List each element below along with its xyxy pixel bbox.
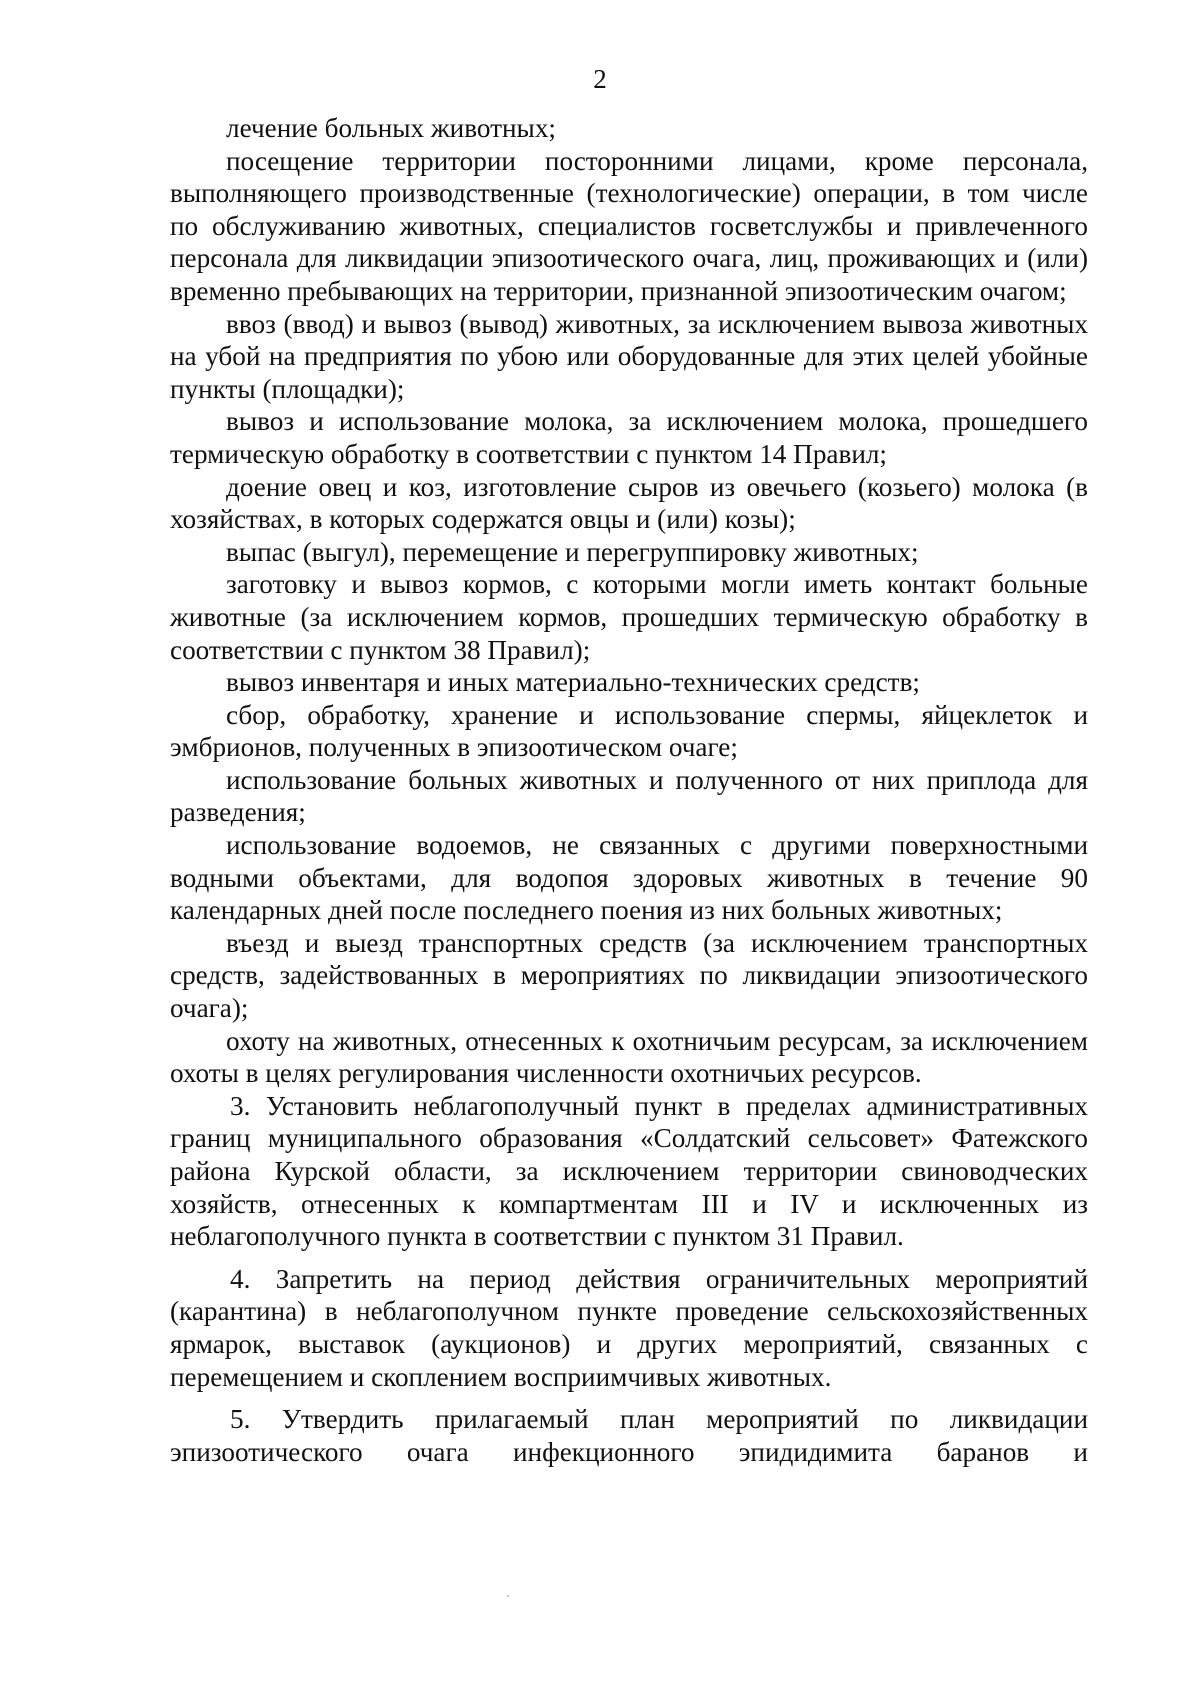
list-item: вывоз и использование молока, за исключением молока, прошедшего термическую обработку в соответствии с пунктом 14 Правил; xyxy=(170,406,1088,469)
list-item: использование больных животных и полученного от них приплода для разведения; xyxy=(170,764,1088,828)
list-item: посещение территории посторонними лицами, кроме персонала, выполняющего производственные (технологические) операции, в том числе по обслуживанию животных, специалистов госветслужбы и привлеченного персонала для ликвидации эпизоотического очага, лиц, проживающих и (или) временно пребывающих на территории, признанной эпизоотическим очагом; xyxy=(170,145,1088,306)
list-item: заготовку и вывоз кормов, с которыми могли иметь контакт больные животные (за исключением кормов, прошедших термическую обработку в соответствии с пунктом 38 Правил); xyxy=(170,569,1088,665)
list-item: лечение больных животных; xyxy=(226,113,556,143)
list-item: вывоз инвентаря и иных материально-технических средств; xyxy=(226,667,920,698)
page-number: 2 xyxy=(593,64,607,94)
list-item: ввоз (ввод) и вывоз (вывод) животных, за исключением вывоза животных на убой на предприятия по убою или оборудованные для этих целей убойные пункты (площадки); xyxy=(170,308,1088,404)
list-item: использование водоемов, не связанных с другими поверхностными водными объектами, для водопоя здоровых животных в течение 90 календарных дней после последнего поения из них больных животных; xyxy=(170,830,1088,926)
numbered-clause: 4. Запретить на период действия ограничительных мероприятий (карантина) в неблагополучном пункте проведение сельскохозяйственных ярмарок, выставок (аукционов) и других мероприятий, связанных с перемещением и скоплением восприимчивых животных. xyxy=(170,1263,1088,1392)
list-item: выпас (выгул), перемещение и перегруппировку животных; xyxy=(226,536,919,567)
numbered-clause: 3. Установить неблагополучный пункт в пределах административных границ муниципального образования «Солдатский сельсовет» Фатежского района Курской области, за исключением территории свиноводческих хозяйств, отнесенных к компартментам III и IV и исключенных из неблагополучного пункта в соответствии с пунктом 31 Правил. xyxy=(170,1090,1088,1252)
numbered-clause: 5. Утвердить прилагаемый план мероприятий по ликвидации эпизоотического очага инфекционного эпидидимита баранов и xyxy=(170,1404,1088,1467)
scan-artifact xyxy=(507,1595,509,1597)
document-body xyxy=(170,112,1088,1468)
list-item: доение овец и коз, изготовление сыров из овечьего (козьего) молока (в хозяйствах, в которых содержатся овцы и (или) козы); xyxy=(170,471,1088,535)
list-item: охоту на животных, отнесенных к охотничьим ресурсам, за исключением охоты в целях регулирования численности охотничьих ресурсов. xyxy=(170,1025,1088,1089)
list-item: въезд и выезд транспортных средств (за исключением транспортных средств, задействованных в мероприятиях по ликвидации эпизоотического очага); xyxy=(170,927,1088,1024)
list-item: сбор, обработку, хранение и использование спермы, яйцеклеток и эмбрионов, полученных в эпизоотическом очаге; xyxy=(170,699,1088,763)
